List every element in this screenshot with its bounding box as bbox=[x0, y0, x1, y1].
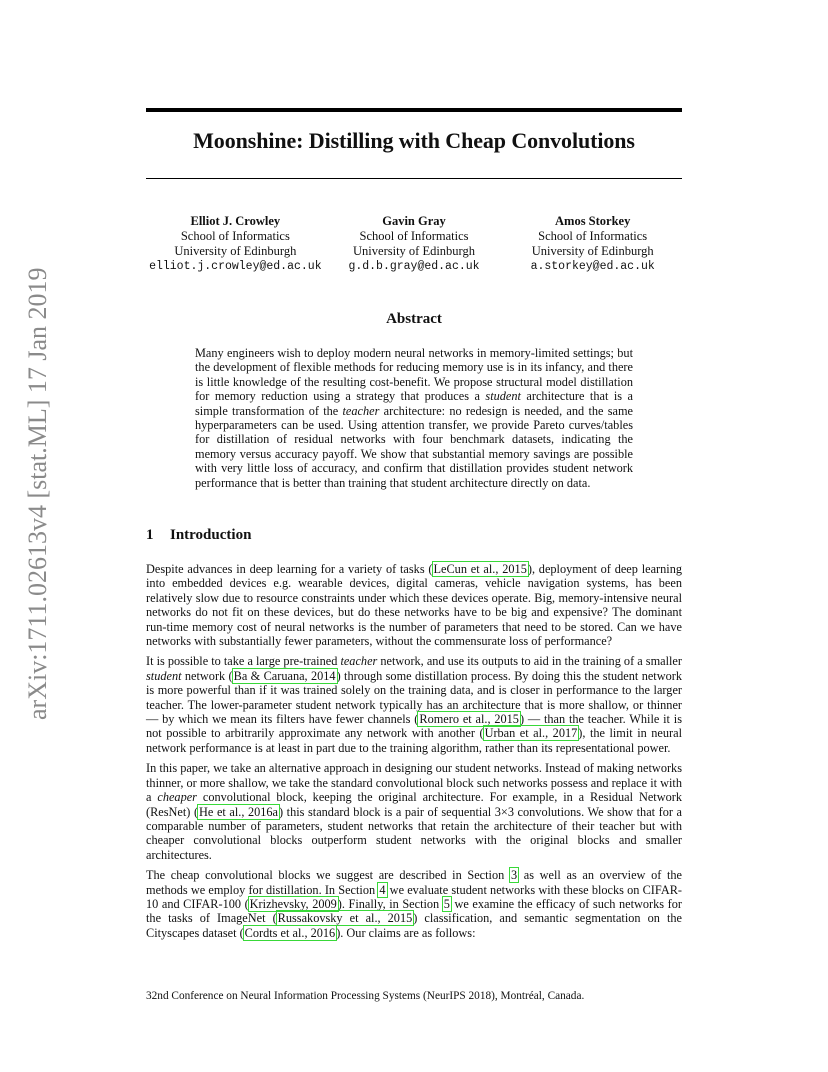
author-university: University of Edinburgh bbox=[531, 244, 654, 258]
author-1 bbox=[146, 214, 325, 274]
citation-link[interactable]: Urban et al., 2017 bbox=[484, 726, 578, 741]
author-name: Amos Storkey bbox=[555, 214, 631, 228]
section-ref-link[interactable]: 3 bbox=[510, 868, 518, 883]
introduction-body bbox=[146, 562, 682, 946]
section-ref-link[interactable]: 5 bbox=[443, 896, 450, 911]
paragraph-1: Despite advances in deep learning for a variety of tasks (LeCun et al., 2015), deployment of deep learning into embedded devices e.g. wearable devices, digital cameras, vehicle navigation systems, has been relatively slow due to resource constraints under which these devices operate. Big, memory-intensive neural networks do not fit on these devices, but do these networks have to be big and expensive? The dominant run-time memory cost of neural networks is the number of parameters that need to be stored. Can we have networks with substantially fewer parameters, without the commensurate loss of performance? bbox=[146, 562, 682, 649]
author-email: g.d.b.gray@ed.ac.uk bbox=[348, 260, 480, 273]
author-email: elliot.j.crowley@ed.ac.uk bbox=[149, 260, 322, 273]
paragraph-2: It is possible to take a large pre-trained teacher network, and use its outputs to aid in the training of a smaller student network (Ba & Caruana, 2014) through some distillation process. By doing this the student network is more powerful than if it was trained solely on the training data, and is closer in performance to the larger teacher. The lower-parameter student network typically has an architecture that is more shallow, or thinner — by which we mean its filters have fewer channels (Romero et al., 2015) — than the teacher. While it is not possible to arbitrarily approximate any network with another (Urban et al., 2017), the limit in neural network performance is at least in part due to the training algorithm, rather than its representational power. bbox=[146, 654, 682, 755]
title-rule-bottom bbox=[146, 178, 682, 179]
paragraph-3: In this paper, we take an alternative approach in designing our student networks. Instead of making networks thinner, or more shallow, we take the standard convolutional block such networks possess and replace it with a cheaper convolutional block, keeping the original architecture. For example, in a Residual Network (ResNet) (He et al., 2016a) this standard block is a pair of sequential 3×3 convolutions. We show that for a comparable number of parameters, student networks that retain the architecture of their teacher but with cheaper convolutional blocks outperform student networks with the original blocks and smaller architectures. bbox=[146, 761, 682, 862]
citation-link[interactable]: Krizhevsky, 2009 bbox=[249, 896, 337, 911]
author-affiliation: School of Informatics bbox=[538, 229, 648, 243]
author-name: Elliot J. Crowley bbox=[190, 214, 281, 228]
author-email: a.storkey@ed.ac.uk bbox=[530, 260, 655, 273]
citation-link[interactable]: He et al., 2016a bbox=[199, 804, 279, 819]
section-number: 1 bbox=[146, 527, 154, 543]
section-title: Introduction bbox=[170, 527, 252, 543]
section-ref-link[interactable]: 4 bbox=[379, 882, 386, 897]
author-block bbox=[146, 214, 682, 274]
title-rule-top bbox=[146, 108, 682, 112]
author-2 bbox=[325, 214, 504, 274]
author-university: University of Edinburgh bbox=[174, 244, 297, 258]
abstract-text: Many engineers wish to deploy modern neural networks in memory-limited settings; but the development of flexible methods for reducing memory use is in its infancy, and there is little knowledge of the resulting cost-benefit. We propose structural model distillation for memory reduction using a strategy that produces a student architecture that is a simple transformation of the teacher architecture: no redesign is needed, and the same hyperparameters can be used. Using attention transfer, we provide Pareto curves/tables for distillation of residual networks with four benchmark datasets, indicating the memory versus accuracy payoff. We show that substantial memory savings are possible with very little loss of accuracy, and confirm that distillation provides student network performance that is better than training that student architecture directly on data. bbox=[195, 346, 633, 490]
author-affiliation: School of Informatics bbox=[359, 229, 469, 243]
citation-link[interactable]: Ba & Caruana, 2014 bbox=[233, 668, 336, 683]
section-heading-introduction bbox=[146, 527, 251, 544]
author-university: University of Edinburgh bbox=[353, 244, 475, 258]
author-name: Gavin Gray bbox=[382, 214, 446, 228]
citation-link[interactable]: Russakovsky et al., 2015 bbox=[277, 911, 413, 926]
paragraph-4: The cheap convolutional blocks we suggest are described in Section 3 as well as an overview of the methods we employ for distillation. In Section 4 we evaluate student networks with these blocks on CIFAR-10 and CIFAR-100 (Krizhevsky, 2009). Finally, in Section 5 we examine the efficacy of such networks for the tasks of ImageNet (Russakovsky et al., 2015) classification, and semantic segmentation on the Cityscapes dataset (Cordts et al., 2016). Our claims are as follows: bbox=[146, 868, 683, 940]
citation-link[interactable]: LeCun et al., 2015 bbox=[433, 562, 527, 576]
citation-link[interactable]: Romero et al., 2015 bbox=[419, 712, 519, 727]
paper-title: Moonshine: Distilling with Cheap Convolutions bbox=[193, 128, 635, 153]
author-affiliation: School of Informatics bbox=[180, 229, 290, 243]
conference-footnote: 32nd Conference on Neural Information Processing Systems (NeurIPS 2018), Montréal, Canada. bbox=[146, 990, 585, 1002]
abstract-heading: Abstract bbox=[386, 311, 442, 327]
citation-link[interactable]: Cordts et al., 2016 bbox=[244, 925, 336, 940]
author-3 bbox=[503, 214, 682, 274]
arxiv-identifier: arXiv:1711.02613v4 [stat.ML] 17 Jan 2019 bbox=[23, 267, 52, 720]
